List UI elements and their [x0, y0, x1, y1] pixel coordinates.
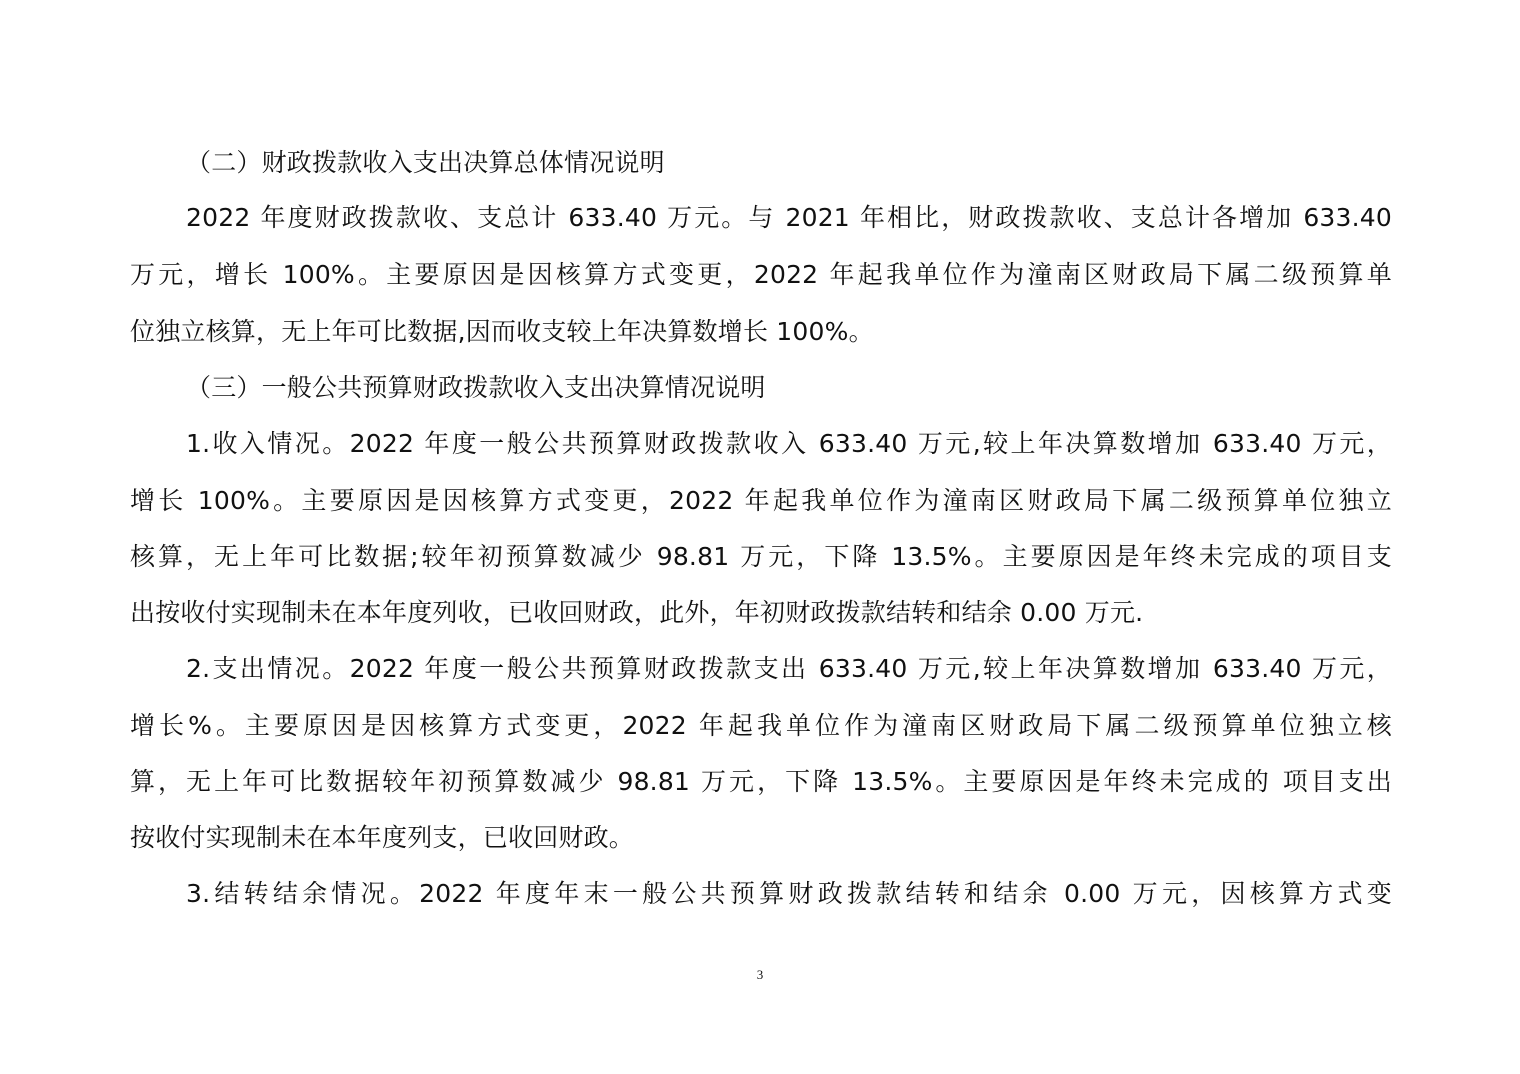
paragraph-line: 位独立核算，无上年可比数据,因而收支较上年决算数增长 100%。: [130, 317, 874, 346]
paragraph-line: 按收付实现制未在本年度列支，已收回财政。: [130, 823, 635, 852]
section-heading-3: （三）一般公共预算财政拨款收入支出决算情况说明: [186, 373, 766, 402]
paragraph-line: 1.收入情况。2022 年度一般公共预算财政拨款收入 633.40 万元,较上年决算数增加 633.40 万元，: [186, 429, 1392, 458]
paragraph-line: 出按收付实现制未在本年度列收，已收回财政，此外，年初财政拨款结转和结余 0.00 万元.: [130, 598, 1144, 627]
paragraph-line: 核算，无上年可比数据;较年初预算数减少 98.81 万元，下降 13.5%。主要原因是年终未完成的项目支: [130, 542, 1392, 571]
page-number: 3: [756, 967, 764, 982]
paragraph-line: 2022 年度财政拨款收、支总计 633.40 万元。与 2021 年相比，财政拨款收、支总计各增加 633.40: [186, 203, 1392, 232]
paragraph-line: 增长%。主要原因是因核算方式变更，2022 年起我单位作为潼南区财政局下属二级预算单位独立核: [130, 711, 1392, 740]
paragraph-line: 算，无上年可比数据较年初预算数减少 98.81 万元，下降 13.5%。主要原因是年终未完成的 项目支出: [130, 767, 1392, 796]
paragraph-line: 万元，增长 100%。主要原因是因核算方式变更，2022 年起我单位作为潼南区财政局下属二级预算单: [130, 260, 1392, 289]
paragraph-line: 3.结转结余情况。2022 年度年末一般公共预算财政拨款结转和结余 0.00 万元，因核算方式变: [186, 879, 1392, 908]
paragraph-line: 增长 100%。主要原因是因核算方式变更，2022 年起我单位作为潼南区财政局下属二级预算单位独立: [130, 486, 1392, 515]
paragraph-line: 2.支出情况。2022 年度一般公共预算财政拨款支出 633.40 万元,较上年决算数增加 633.40 万元，: [186, 654, 1392, 683]
section-heading-2: （二）财政拨款收入支出决算总体情况说明: [186, 148, 665, 177]
